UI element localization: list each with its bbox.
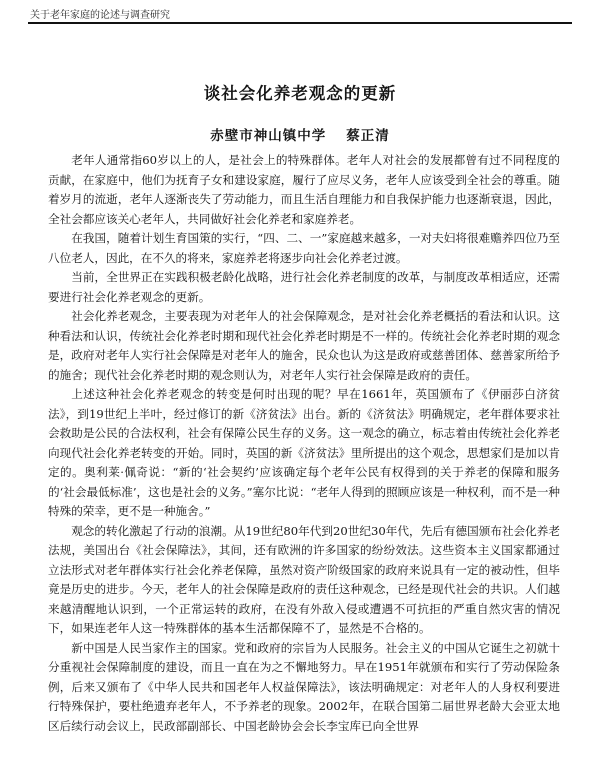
paragraph: 老年人通常指60岁以上的人，是社会上的特殊群体。老年人对社会的发展都曾有过不同程度的贡献，在家庭中，他们为抚育子女和建设家庭，履行了应尽义务，老年人应该受到全社会的尊重。随着岁月的流逝，老年人逐渐丧失了劳动能力，而且生活自理能力和自我保护能力也逐渐衰退，因此，全社会都应该关心老年人，共同做好社会化养老和家庭养老。 [48,153,560,226]
byline [0,124,600,144]
paragraph: 在我国，随着计划生育国策的实行，“四、二、一”家庭越来越多，一对夫妇将很难赡养四位乃至八位老人，因此，在不久的将来，家庭养老将逐步向社会化养老过渡。 [48,231,560,265]
paragraph: 社会化养老观念，主要表现为对老年人的社会保障观念，是对社会化养老概括的看法和认识。这种看法和认识，传统社会化养老时期和现代社会化养老时期是不一样的。传统社会化养老时期的观念是，政府对老年人实行社会保障是对老年人的施舍，民众也认为这是政府或慈善团体、慈善家所给予的施舍；现代社会化养老时期的观念则认为，对老年人实行社会保障是政府的责任。 [48,309,560,382]
article-title: 谈社会化养老观念的更新 [203,84,397,103]
paragraph: 新中国是人民当家作主的国家。党和政府的宗旨为人民服务。社会主义的中国从它诞生之初就十分重视社会保障制度的建设，而且一直在为之不懈地努力。早在1951年就颁布和实行了劳动保险条例，后来又颁布了《中华人民共和国老年人权益保障法》，该法明确规定：对老年人的人身权利要进行特殊保护，要杜绝遗弃老年人，不予养老的现象。2002年，在联合国第二届世界老龄大会亚太地区后续行动会议上，民政部副部长、中国老龄协会会长李宝库已向全世界 [48,640,560,733]
paragraph: 当前，全世界正在实践积极老龄化战略，进行社会化养老制度的改革，与制度改革相适应，还需要进行社会化养老观念的更新。 [48,270,560,304]
paragraph: 观念的转化激起了行动的浪潮。从19世纪80年代到20世纪30年代，先后有德国颁布社会化养老法规，美国出台《社会保障法》，其间，还有欧洲的许多国家的纷纷效法。这些资本主义国家都通过立法形式对老年群体实行社会化养老保障，虽然对资产阶级国家的政府来说具有一定的被动性，但毕竟是历史的进步。今天，老年人的社会保障是政府的责任这种观念，已经是现代社会的共识。人们越来越清醒地认识到，一个正常运转的政府，在没有外敌入侵或遭遇不可抗拒的严重自然灾害的情况下，如果连老年人这一特殊群体的基本生活都保障不了，显然是不合格的。 [48,523,560,635]
article-body [48,151,560,736]
header-rule [28,22,572,24]
paragraph: 上述这种社会化养老观念的转变是何时出现的呢？早在1661年，英国颁布了《伊丽莎白济贫法》，到19世纪上半叶，经过修订的新《济贫法》出台。新的《济贫法》明确规定，老年群体要求社会救助是公民的合法权利，社会有保障公民生存的义务。这一观念的确立，标志着由传统社会化养老向现代社会化养老转变的开始。同时，英国的新《济贫法》里所提出的这个观念，思想家们是加以肯定的。奥利莱·佩奇说：“新的‘社会契约’应该确定每个老年公民有权得到的关于养老的保障和服务的‘社会最低标准’，这也是社会的义务。”塞尔比说：“老年人得到的照顾应该是一种权利，而不是一种特殊的荣幸，更不是一种施舍。” [48,387,560,518]
author-organization: 赤壁市神山镇中学 [210,128,327,144]
author-name: 蔡正清 [346,128,390,144]
running-head: 关于老年家庭的论述与调查研究 [30,10,170,21]
